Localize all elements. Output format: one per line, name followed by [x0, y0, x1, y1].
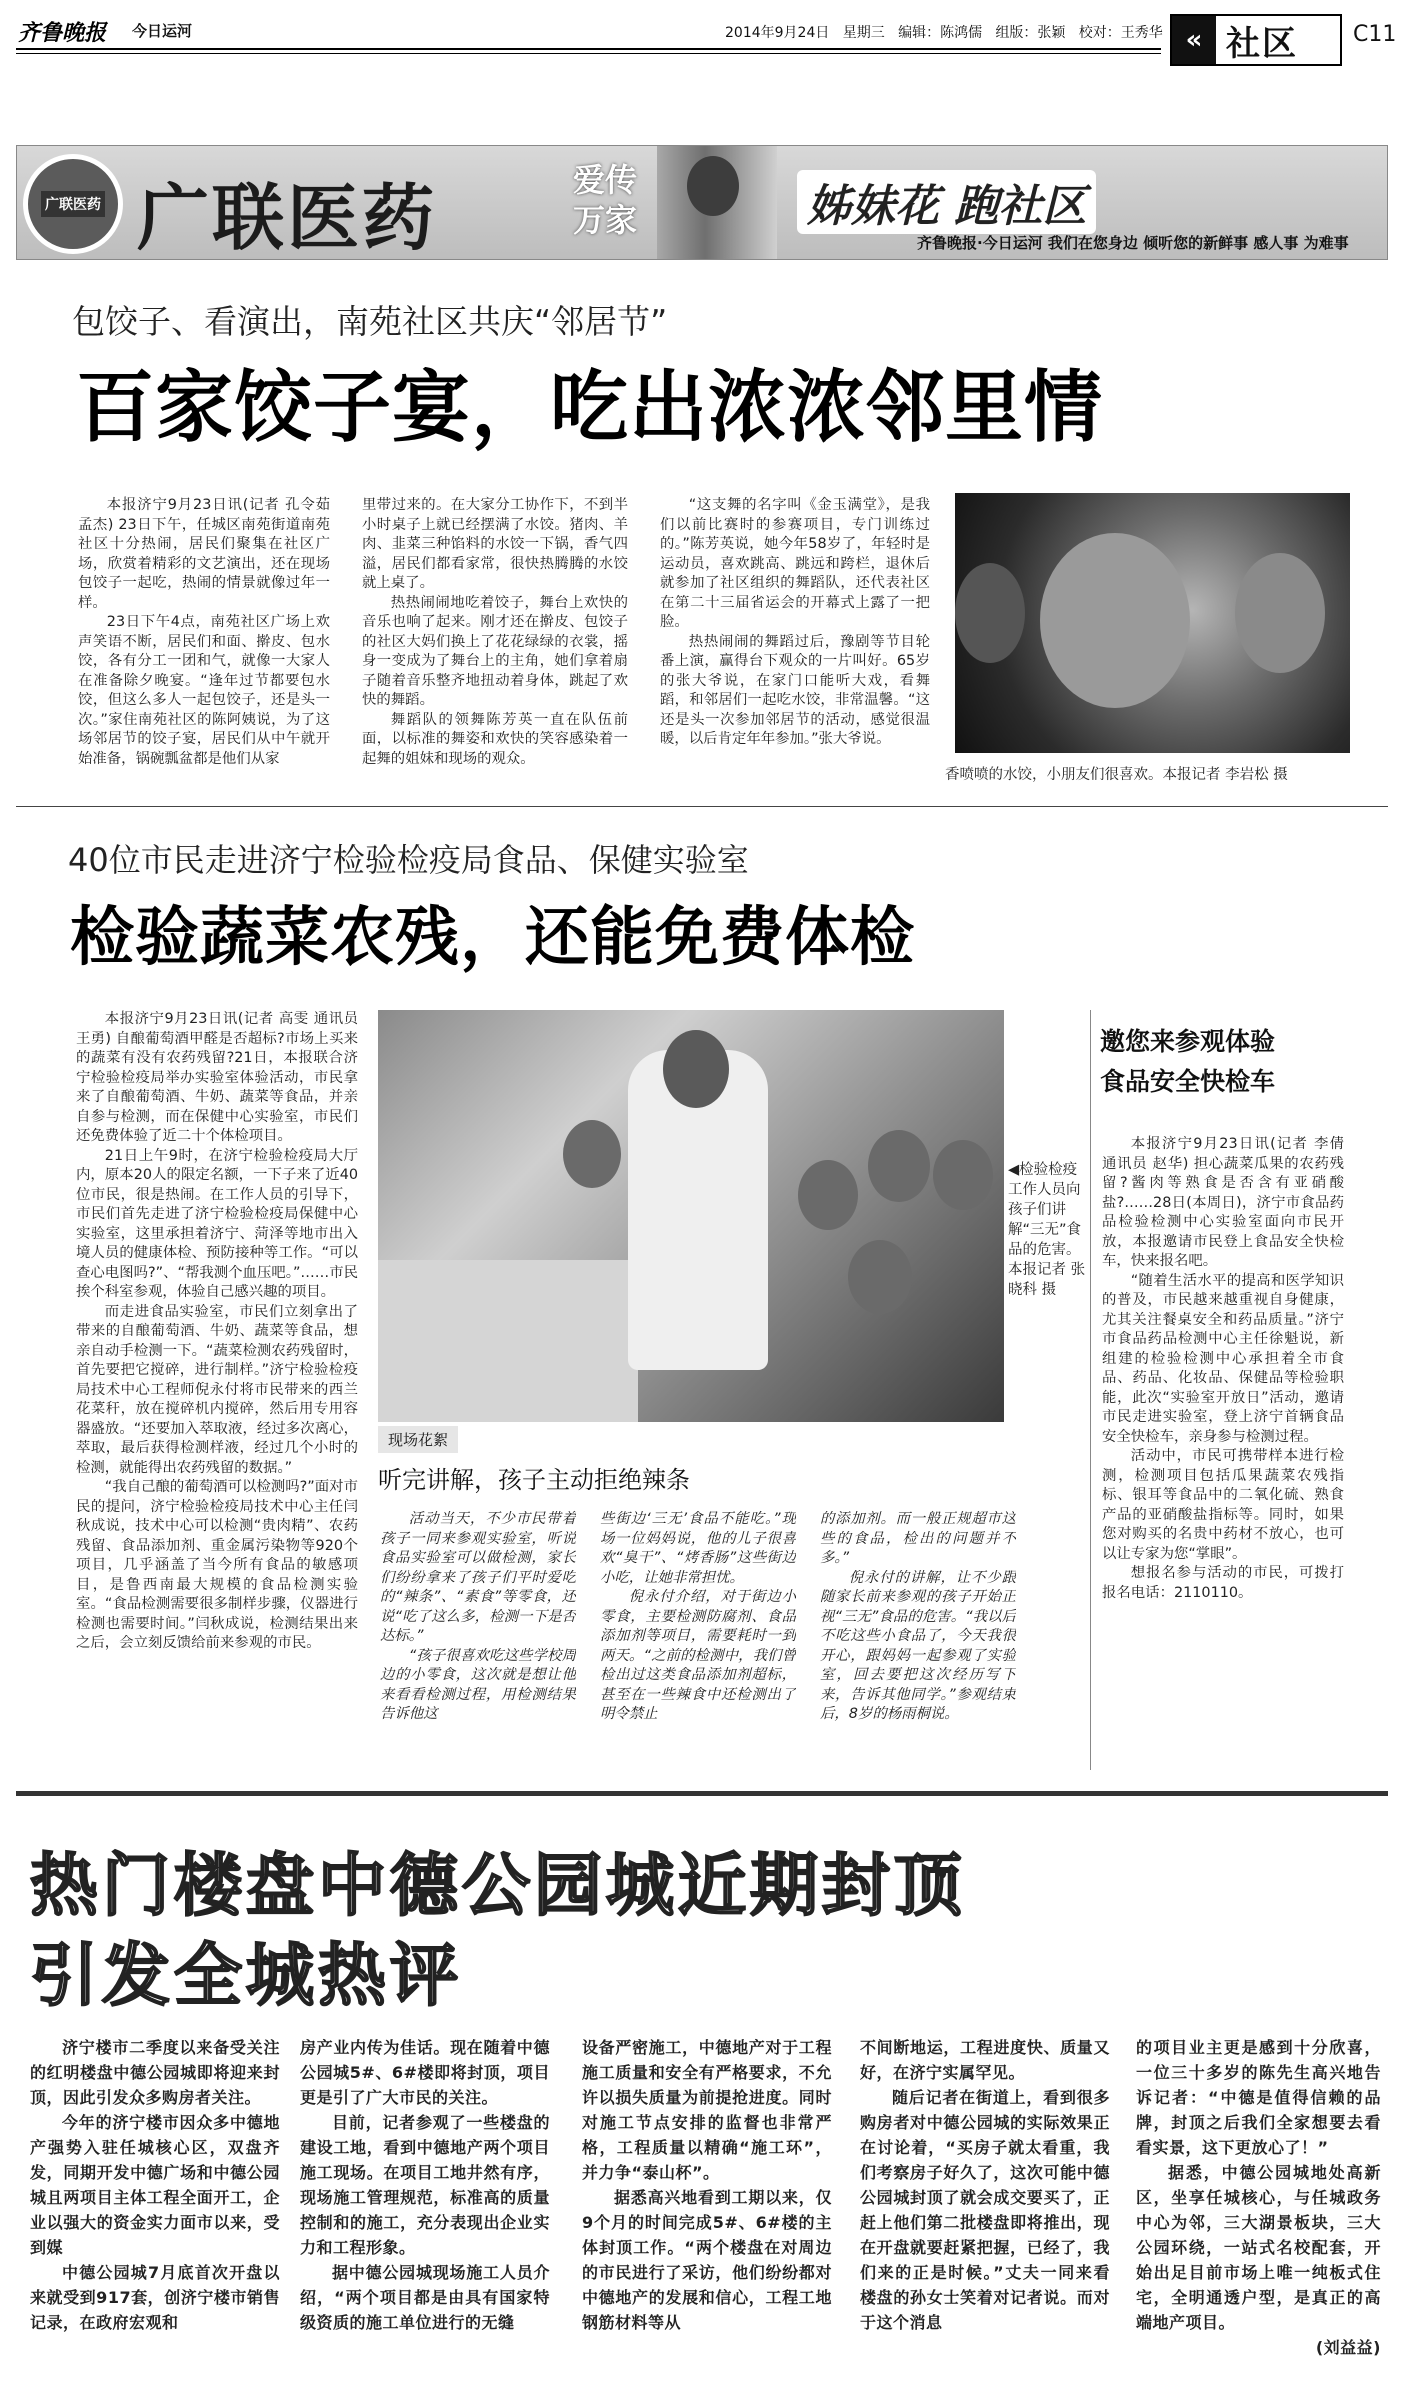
paragraph: 济宁楼市二季度以来备受关注的红明楼盘中德公园城即将迎来封顶，因此引发众多购房者关注。	[30, 2038, 280, 2107]
header-rule	[16, 48, 1161, 50]
lab-bench	[378, 1260, 638, 1422]
sidebar-box-label: 现场花絮	[378, 1426, 458, 1453]
child-face	[798, 1160, 858, 1230]
article1-headline: 百家饺子宴，吃出浓浓邻里情	[76, 363, 1104, 453]
paragraph: 随后记者在街道上，看到很多购房者对中德公园城的实际效果正在讨论着，“买房子就太看重，我们考察房子好久了，这次可能中德公园城封顶了就会成交要买了，正赶上他们第二批楼盘即将推出，现在开盘就要赶紧把握，已经了，我们来的正是时候。”丈夫一同来看楼盘的孙女士笑着对记者说。而对于这个消息	[860, 2088, 1110, 2332]
article2-col1	[76, 1010, 358, 1785]
header-meta	[725, 22, 1163, 42]
paragraph: 中德公园城7月底首次开盘以来就受到917套，创济宁楼市销售记录，在政府宏观和	[30, 2263, 280, 2332]
paragraph: 今年的济宁楼市因众多中德地产强势入驻任城核心区，双盘齐发，同期开发中德广场和中德公园城且两项目主体工程全面开工，企业以强大的资金实力面市以来，受到媒	[30, 2113, 280, 2257]
logo-text: 广联医药	[41, 191, 105, 217]
paragraph: 热热闹闹的舞蹈过后，豫剧等节目轮番上演，赢得台下观众的一片叫好。65岁的张大爷说，在家门口能听大戏，看舞蹈，和邻居们一起吃水饺，非常温馨。“这还是头一次参加邻居节的活动，感觉很温暖，以后肯定年年参加。”张大爷说。	[660, 633, 930, 747]
child-face	[848, 1240, 912, 1314]
sidebar-title	[1100, 1022, 1275, 1102]
article1-kicker: 包饺子、看演出，南苑社区共庆“邻居节”	[72, 302, 668, 341]
paragraph: “孩子很喜欢吃这些学校周边的小零食，这次就是想让他来看看检测过程，用检测结果告诉他这	[380, 1647, 576, 1722]
article2-headline: 检验蔬菜农残，还能免费体检	[70, 901, 915, 975]
header-rule-thin	[16, 53, 1161, 54]
banner-tagline: 齐鲁晚报·今日运河 我们在您身边 倾听您的新鲜事 感人事 为难事	[917, 234, 1349, 252]
paragraph: 据悉，中德公园城地处高新区，坐享任城核心，与任城政务中心为邻，三大湖景板块，三大公园环绕，一站式名校配套，开始出足目前市场上唯一纯板式住宅，全明通透户型，是真正的高端地产项目。	[1136, 2163, 1381, 2332]
layout-credit: 组版：张颖	[995, 25, 1066, 41]
banner-title: 广联医药	[137, 176, 438, 260]
chevron-left-icon: «	[1172, 16, 1216, 64]
article3-col5	[1136, 2035, 1381, 2375]
paragraph: “这支舞的名字叫《金玉满堂》，是我们以前比赛时的参赛项目，专门训练过的。”陈芳英说，她今年58岁了，年轻时是运动员，喜欢跳高、跳远和跨栏，退休后就参加了社区组织的舞蹈队，还代表社区在第二十三届省运会的开幕式上露了一把脸。	[660, 497, 930, 630]
article2-photo-caption: ◀检验检疫工作人员向孩子们讲解“三无”食品的危害。本报记者 张晓科 摄	[1008, 1162, 1086, 1298]
section-name: 社区	[1226, 23, 1298, 64]
article1-col3	[660, 496, 930, 796]
article3-headline-line2: 引发全城热评	[30, 1937, 463, 2016]
paragraph: 不间断地运，工程进度快、质量又好，在济宁实属罕见。	[860, 2038, 1110, 2082]
sponsor-banner	[16, 145, 1388, 260]
paragraph: “随着生活水平的提高和医学知识的普及，市民越来越重视自身健康，尤其关注餐桌安全和药品质量。”济宁市食品药品检测中心主任徐魁说，新组建的检验检测中心承担着全市食品、药品、化妆品、保健品等检验职能，此次“实验室开放日”活动，邀请市民走进实验室，登上济宁首辆食品安全快检车，亲身参与检测过程。	[1102, 1272, 1344, 1445]
banner-love-line2: 万家	[573, 201, 638, 239]
paragraph: 热热闹闹地吃着饺子，舞台上欢快的音乐也响了起来。刚才还在擀皮、包饺子的社区大妈们换上了花花绿绿的衣裳，摇身一变成为了舞台上的主角，她们拿着扇子随着音乐整齐地扭动着身体，跳起了欢快的舞蹈。	[362, 594, 628, 708]
paragraph: 目前，记者参观了一些楼盘的建设工地，看到中德地产两个项目施工现场。在项目工地井然有序，现场施工管理规范，标准高的质量控制和的施工，充分表现出企业实力和工程形象。	[300, 2113, 550, 2257]
article2-kicker: 40位市民走进济宁检验检疫局食品、保健实验室	[68, 841, 749, 879]
article1-photo	[955, 493, 1350, 753]
child-face	[868, 1130, 930, 1202]
edition-name: 今日运河	[132, 22, 193, 40]
issue-date: 2014年9月24日	[725, 25, 830, 41]
article2-photo	[378, 1010, 1004, 1422]
article2-sub-col2	[600, 1510, 796, 1780]
proof-credit: 校对：王秀华	[1078, 25, 1163, 41]
paragraph: 舞蹈队的领舞陈芳英一直在队伍前面，以标准的舞姿和欢快的笑容感染着一起舞的姐妹和现场的观众。	[362, 711, 628, 767]
article3-headline-line1: 热门楼盘中德公园城近期封顶	[30, 1847, 967, 1926]
paragraph: 而走进食品实验室，市民们立刻拿出了带来的自酿葡萄酒、牛奶、蔬菜等食品，想亲自动手检测一下。“蔬菜检测农药残留时，首先要把它搅碎，进行制样。”济宁检验检疫局技术中心工程师倪永付将市民带来的西兰花菜秆，放在搅碎机内搅碎，然后用专用容器盛放。“还要加入萃取液，经过多次离心，萃取，最后获得检测样液，经过几个小时的检测，就能得出农药残留的数据。”	[76, 1303, 358, 1476]
article1-col2	[362, 496, 628, 796]
section-divider	[16, 806, 1388, 807]
paragraph: 21日上午9时，在济宁检验检疫局大厅内，原本20人的限定名额，一下子来了近40位市民，很是热闹。在工作人员的引导下，市民们首先走进了济宁检验检疫局保健中心实验室，这里承担着济宁、菏泽等地市出入境人员的健康体检、预防接种等工作。“可以查心电图吗?”、“帮我测个血压吧。”……市民挨个科室参观，体验自己感兴趣的项目。	[76, 1147, 358, 1300]
child-face	[955, 563, 1025, 663]
paragraph: 房产业内传为佳话。现在随着中德公园城5#、6#楼即将封顶，项目更是引了广大市民的关注。	[300, 2038, 550, 2107]
article3-signature: (刘益益)	[1315, 2338, 1381, 2357]
paragraph: 倪永付的讲解，让不少跟随家长前来参观的孩子开始正视“三无”食品的危害。“我以后不吃这些小食品了，今天我很开心，跟妈妈一起参观了实验室，回去要把这次经历写下来，告诉其他同学。”参观结束后，8岁的杨雨桐说。	[820, 1569, 1016, 1722]
editor-credit: 编辑：陈鸿儒	[898, 25, 983, 41]
paragraph: 本报济宁9月23日讯(记者 高雯 通讯员 王勇) 自酿葡萄酒甲醛是否超标?市场上买来的蔬菜有没有农药残留?21日，本报联合济宁检验检疫局举办实验室体验活动，市民拿来了自酿葡萄酒、牛奶、蔬菜等食品，并亲自参与检测，而在保健中心实验室，市民们还免费体验了近二十个体检项目。	[76, 1011, 358, 1144]
page-number: C11	[1353, 22, 1397, 47]
pharmacy-logo-icon	[23, 154, 123, 254]
child-face	[1235, 553, 1325, 673]
child-face	[933, 1140, 993, 1210]
sidebar-title-line1: 邀您来参观体验	[1100, 1027, 1276, 1056]
paragraph: 本报济宁9月23日讯(记者 孔令茹 孟杰) 23日下午，任城区南苑街道南苑社区十分热闹，居民们聚集在社区广场，欣赏着精彩的文艺演出，还在现场包饺子一起吃，热闹的情景就像过年一样。	[78, 497, 330, 611]
section-label	[1170, 14, 1342, 66]
article2-sub-col1	[380, 1510, 576, 1780]
paragraph: 据中德公园城现场施工人员介绍，“两个项目都是由具有国家特级资质的施工单位进行的无缝	[300, 2263, 550, 2332]
paragraph: 的添加剂。而一般正规超市这些的食品，检出的问题并不多。”	[820, 1511, 1016, 1566]
paragraph: 本报济宁9月23日讯(记者 李倩 通讯员 赵华) 担心蔬菜瓜果的农药残留?酱肉等熟食是否含有亚硝酸盐?……28日(本周日)，济宁市食品药品检验检测中心实验室面向市民开放，本报邀请市民登上食品安全快检车，快来报名吧。	[1102, 1136, 1344, 1269]
masthead: 齐鲁晚报	[18, 20, 107, 46]
article3-col2	[300, 2035, 550, 2375]
article3-col1	[30, 2035, 280, 2375]
issue-weekday: 星期三	[842, 25, 885, 41]
page-header	[0, 0, 1409, 78]
sidebar-body	[1102, 1135, 1344, 1785]
paragraph: 些街边‘三无’食品不能吃。”现场一位妈妈说，他的儿子很喜欢“臭干”、“烤香肠”这些街边小吃，让她非常担忧。	[600, 1511, 796, 1586]
banner-love	[573, 160, 637, 240]
paragraph: 的项目业主更是感到十分欣喜，一位三十多岁的陈先生高兴地告诉记者：“中德是值得信赖的品牌，封顶之后我们全家想要去看看实景，这下更放心了！”	[1136, 2038, 1381, 2157]
paragraph: 23日下午4点，南苑社区广场上欢声笑语不断，居民们和面、擀皮、包水饺，各有分工一团和气，就像一大家人在准备除夕晚宴。“逢年过节都要包水饺，但这么多人一起包饺子，还是头一次。”家住南苑社区的陈阿姨说，为了这场邻居节的饺子宴，居民们从中午就开始准备，锅碗瓢盆都是他们从家	[78, 614, 330, 767]
sidebar-title-line2: 食品安全快检车	[1100, 1067, 1276, 1096]
column-divider	[1090, 1010, 1091, 1770]
banner-love-line1: 爱传	[573, 161, 638, 199]
article3-col4	[860, 2035, 1110, 2375]
paragraph: 设备严密施工，中德地产对于工程施工质量和安全有严格要求，不允许以损失质量为前提抢进度。同时对施工节点安排的监督也非常严格，工程质量以精确“施工环”，并力争“泰山杯”。	[582, 2038, 832, 2182]
article3-col3	[582, 2035, 832, 2375]
child-face	[1040, 533, 1190, 708]
paragraph: 里带过来的。在大家分工协作下，不到半小时桌子上就已经摆满了水饺。猪肉、羊肉、韭菜三种馅料的水饺一下锅，香气四溢，居民们都看家常，很快热腾腾的水饺就上桌了。	[362, 497, 628, 591]
paragraph: “我自己酿的葡萄酒可以检测吗?”面对市民的提问，济宁检验检疫局技术中心主任闫秋成说，技术中心可以检测“贵肉精”、农药残留、食品添加剂、重金属污染物等920个项目，几乎涵盖了当今所有食品的敏感项目，是鲁西南最大规模的食品检测实验室。“食品检测需要很多制样步骤，仪器进行检测也需要时间。”闫秋成说，检测结果出来之后，会立刻反馈给前来参观的市民。	[76, 1479, 358, 1651]
child-face	[563, 1120, 621, 1188]
technician-head	[663, 1030, 729, 1108]
article2-subheadline: 听完讲解，孩子主动拒绝辣条	[378, 1466, 690, 1494]
article1-photo-caption: 香喷喷的水饺，小朋友们很喜欢。本报记者 李岩松 摄	[945, 767, 1288, 783]
paragraph: 活动当天，不少市民带着孩子一同来参观实验室，听说食品实验室可以做检测，家长们纷纷拿来了孩子们平时爱吃的“辣条”、“素食”等零食，还说“吃了这么多，检测一下是否达标。”	[380, 1511, 576, 1644]
paragraph: 倪永付介绍，对于街边小零食，主要检测防腐剂、食品添加剂等项目，需要耗时一到两天。“之前的检测中，我们曾检出过这类食品添加剂超标，甚至在一些辣食中还检测出了明令禁止	[600, 1589, 796, 1722]
ad-divider	[16, 1791, 1388, 1796]
banner-slogan: 姊妹花 跑社区	[797, 170, 1096, 234]
paragraph: 活动中，市民可携带样本进行检测，检测项目包括瓜果蔬菜农残指标、银耳等食品中的二氧化硫、熟食产品的亚硝酸盐指标等。同时，如果您对购买的名贵中药材不放心，也可以让专家为您“掌眼”。	[1102, 1448, 1344, 1562]
paragraph: 据悉高兴地看到工期以来，仅9个月的时间完成5#、6#楼的主体封顶工作。“两个楼盘在对周边的市民进行了采访，他们纷纷都对中德地产的发展和信心，工程工地钢筋材料等从	[582, 2188, 832, 2332]
paragraph: 想报名参与活动的市民，可拨打报名电话：2110110。	[1102, 1565, 1344, 1601]
article2-sub-col3	[820, 1510, 1016, 1780]
article1-col1	[78, 496, 330, 796]
banner-photo	[657, 146, 777, 260]
